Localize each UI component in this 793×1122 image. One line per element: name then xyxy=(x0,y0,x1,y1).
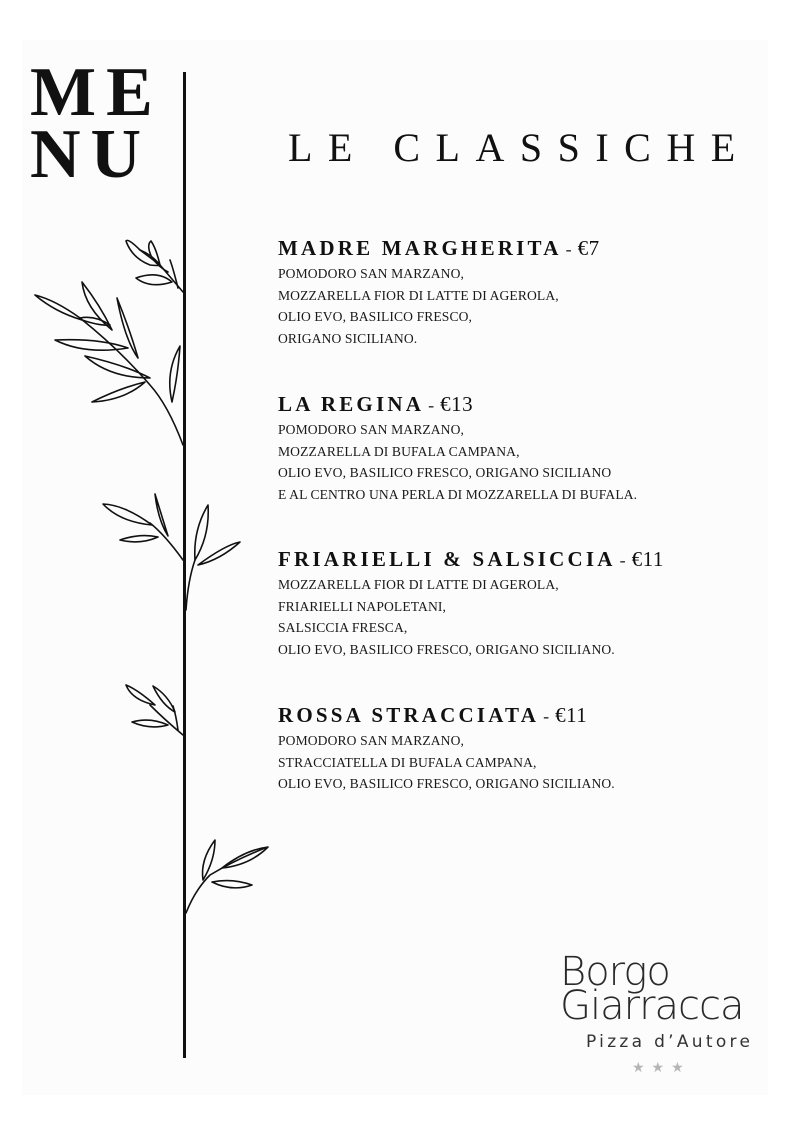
item-name: LA REGINA xyxy=(278,392,425,416)
leaf-cluster-middle-icon xyxy=(103,494,240,610)
item-name: ROSSA STRACCIATA xyxy=(278,703,540,727)
description-line: MOZZARELLA DI BUFALA CAMPANA, xyxy=(278,443,520,459)
rating-stars-icon: ★★★ xyxy=(632,1060,691,1076)
description-line: OLIO EVO, BASILICO FRESCO, xyxy=(278,309,473,324)
description-line: MOZZARELLA FIOR DI LATTE DI AGEROLA, xyxy=(278,287,559,303)
leaf-cluster-bottom-icon xyxy=(186,840,268,913)
menu-item xyxy=(278,235,600,349)
item-name: MADRE MARGHERITA xyxy=(278,236,562,260)
item-separator: - xyxy=(428,395,435,415)
item-description xyxy=(278,263,600,349)
description-line: POMODORO SAN MARZANO, xyxy=(278,422,465,437)
item-price: €11 xyxy=(555,703,588,727)
leaf-cluster-top-icon xyxy=(126,240,183,292)
description-line: FRIARIELLI NAPOLETANI, xyxy=(278,598,446,614)
description-line: POMODORO SAN MARZANO, xyxy=(278,266,465,281)
item-description xyxy=(278,574,664,660)
item-separator: - xyxy=(565,239,572,259)
menu-item xyxy=(278,546,664,660)
menu-title-line1: ME xyxy=(30,54,163,131)
description-line: E AL CENTRO UNA PERLA DI MOZZARELLA DI BUFALA. xyxy=(278,486,638,502)
item-price: €7 xyxy=(577,236,600,260)
item-price: €13 xyxy=(440,392,474,416)
description-line: ORIGANO SICILIANO. xyxy=(278,330,418,346)
item-separator: - xyxy=(619,550,626,570)
description-line: OLIO EVO, BASILICO FRESCO, ORIGANO SICILIANO xyxy=(278,465,612,480)
logo-line-1: Borgo xyxy=(560,949,670,995)
logo-tagline: Pizza d’Autore xyxy=(586,1032,754,1052)
item-price: €11 xyxy=(631,547,664,571)
leaf-cluster-large-icon xyxy=(35,282,183,445)
menu-item xyxy=(278,391,637,505)
brand-logo xyxy=(560,949,770,1076)
section-title: LE CLASSICHE xyxy=(288,125,751,170)
description-line: OLIO EVO, BASILICO FRESCO, ORIGANO SICILIANO. xyxy=(278,641,615,657)
description-line: STRACCIATELLA DI BUFALA CAMPANA, xyxy=(278,754,537,770)
item-separator: - xyxy=(543,706,550,726)
description-line: OLIO EVO, BASILICO FRESCO, ORIGANO SICILIANO. xyxy=(278,776,615,791)
item-description xyxy=(278,419,637,505)
description-line: MOZZARELLA FIOR DI LATTE DI AGEROLA, xyxy=(278,577,559,592)
item-description xyxy=(278,730,615,795)
menu-title-line2: NU xyxy=(30,116,152,193)
logo-line-2: Giarracca xyxy=(560,983,744,1029)
item-name: FRIARIELLI & SALSICCIA xyxy=(278,547,616,571)
menu-item xyxy=(278,702,615,795)
description-line: SALSICCIA FRESCA, xyxy=(278,620,408,635)
description-line: POMODORO SAN MARZANO, xyxy=(278,733,465,748)
leaf-cluster-lower-icon xyxy=(126,685,183,735)
